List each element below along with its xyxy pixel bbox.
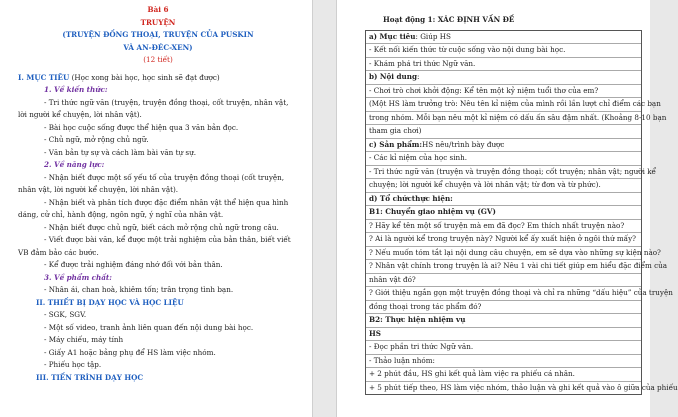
competence-item: - Nhận biết được một số yếu tố của truyện đồng thoại (cốt truyện, xyxy=(44,172,285,182)
lesson-title: TRUYỆN xyxy=(140,17,176,27)
subheading-knowledge: 1. Về kiến thức: xyxy=(44,85,108,94)
activity-heading: Hoạt động 1: XÁC ĐỊNH VẤN ĐỀ xyxy=(383,15,515,24)
product-row xyxy=(366,139,641,153)
equipment-item: - Máy chiếu, máy tính xyxy=(44,335,124,344)
product-label: c) Sản phẩm: xyxy=(369,139,423,149)
task-item: - Thảo luận nhóm: xyxy=(366,355,641,369)
content-row xyxy=(366,71,641,85)
lesson-subtitle-2: VÀ AN-ĐÉC-XEN) xyxy=(123,42,193,52)
lesson-subtitle-1: (TRUYỆN ĐỒNG THOẠI, TRUYỆN CỦA PUSKIN xyxy=(62,30,254,39)
organization-label: d) Tổ chức xyxy=(369,193,412,203)
content-label: b) Nội dung xyxy=(369,72,418,81)
objective-label: a) Mục tiêu xyxy=(369,31,416,41)
question-item-cont: nhân vật đó? xyxy=(366,274,641,288)
subheading-competence: 2. Về năng lực: xyxy=(44,160,105,169)
objective-item: - Khám phá tri thức Ngữ văn. xyxy=(366,58,641,72)
content-item: tham gia chơi) xyxy=(366,125,641,139)
content-item: - Chơi trò chơi khởi động: Kể tên một kỷ niệm tuổi thơ của em? xyxy=(366,85,641,99)
knowledge-item: - Bài học cuộc sống được thể hiện qua 3 văn bản đọc. xyxy=(44,122,239,132)
competence-item-cont: nhân vật, lời người kể chuyện, lời nhân vật). xyxy=(18,185,179,194)
page-right xyxy=(336,0,678,417)
section-objectives-title: I. MỤC TIÊU xyxy=(18,72,70,82)
question-item-cont: đồng thoại trong tác phẩm đó? xyxy=(366,301,641,315)
question-item: ? Giới thiệu ngắn gọn một truyện đồng thoại và chỉ ra những “dấu hiệu” của truyện xyxy=(366,287,641,301)
product-item: - Tri thức ngữ văn (truyện và truyện đồng thoại; cốt truyện; nhân vật; người kể xyxy=(366,166,641,180)
student-label: HS xyxy=(366,328,641,342)
equipment-item: - Một số video, tranh ảnh liên quan đến nội dung bài học. xyxy=(44,322,254,332)
section-objectives xyxy=(18,72,298,85)
lesson-periods: (12 tiết) xyxy=(143,55,173,64)
equipment-item: - Giấy A1 hoặc bảng phụ để HS làm việc nhóm. xyxy=(44,347,216,357)
knowledge-item: - Chủ ngữ, mở rộng chủ ngữ. xyxy=(44,135,149,144)
section-objectives-note: (Học xong bài học, học sinh sẽ đạt được) xyxy=(69,72,220,82)
question-item: ? Nếu muốn tóm tắt lại nội dung câu chuyện, em sẽ dựa vào những sự kiện nào? xyxy=(366,247,641,261)
equipment-item: - SGK, SGV. xyxy=(44,310,87,319)
organization-row xyxy=(366,193,641,207)
objective-text: : Giúp HS xyxy=(415,31,451,41)
activity-table xyxy=(365,30,678,396)
competence-item: - Viết được bài văn, kể được một trải nghiệm của bản thân, biết viết xyxy=(44,235,291,244)
organization-text: thực hiện: xyxy=(411,193,453,203)
content-item: (Một HS làm trưởng trò: Nêu tên kỉ niệm của mình rồi lần lượt chỉ điểm các bạn xyxy=(366,98,641,112)
product-item: chuyện; lời người kể chuyện và lời nhân vật; từ đơn và từ phức). xyxy=(366,179,641,193)
knowledge-item-cont: lời người kể chuyện, lời nhân vật). xyxy=(18,110,142,119)
subheading-qualities: 3. Về phẩm chất: xyxy=(44,272,112,282)
competence-item-cont: dáng, cử chỉ, hành động, ngôn ngữ, ý nghĩ của nhân vật. xyxy=(18,210,224,219)
content-colon: : xyxy=(417,72,420,81)
competence-item: - Nhận biết và phân tích được đặc điểm nhân vật thể hiện qua hình xyxy=(44,197,289,207)
objective-row xyxy=(366,31,641,45)
knowledge-item: - Văn bản tự sự và cách làm bài văn tự sự. xyxy=(44,147,197,157)
competence-item: - Nhận biết được chủ ngữ, biết cách mở rộng chủ ngữ trong câu. xyxy=(44,222,279,232)
competence-item: - Kể được trải nghiệm đáng nhớ đối với bản thân. xyxy=(44,260,223,269)
competence-item-cont: VB đảm bảo các bước. xyxy=(18,247,99,257)
section-equipment-title: II. THIẾT BỊ DẠY HỌC VÀ HỌC LIỆU xyxy=(36,297,184,307)
task-item: - Đọc phần tri thức Ngữ văn. xyxy=(366,341,641,355)
step-1-heading: B1: Chuyển giao nhiệm vụ (GV) xyxy=(366,206,641,220)
lesson-number: Bài 6 xyxy=(147,5,169,14)
equipment-item: - Phiếu học tập. xyxy=(44,360,102,369)
question-item: ? Nhân vật chính trong truyện là ai? Nêu 1 vài chi tiết giúp em hiểu đặc điểm của xyxy=(366,260,641,274)
page-left xyxy=(0,0,313,417)
content-item: trong nhóm. Mỗi bạn nêu một kỉ niệm có dấu ấn sâu đậm nhất. (Khoảng 8-10 bạn xyxy=(366,112,641,126)
knowledge-item: - Tri thức ngữ văn (truyện, truyện đồng thoại, cốt truyện, nhân vật, xyxy=(44,97,289,107)
task-item: + 2 phút đầu, HS ghi kết quả làm việc ra phiếu cá nhân. xyxy=(366,368,641,382)
question-item: ? Hãy kể tên một số truyện mà em đã đọc? Em thích nhất truyện nào? xyxy=(366,220,641,234)
section-process-title: III. TIẾN TRÌNH DẠY HỌC xyxy=(36,372,144,382)
product-text: HS nêu/trình bày được xyxy=(422,139,505,149)
step-2-heading: B2: Thực hiện nhiệm vụ xyxy=(366,314,641,328)
quality-item: - Nhân ái, chan hoà, khiêm tốn; trân trọng tình bạn. xyxy=(44,285,234,294)
question-item: ? Ai là người kể trong truyện này? Người kể ấy xuất hiện ở ngôi thứ mấy? xyxy=(366,233,641,247)
product-item: - Các kỉ niệm của học sinh. xyxy=(366,152,641,166)
task-item: + 5 phút tiếp theo, HS làm việc nhóm, thảo luận và ghi kết quả vào ô giữa của phiếu xyxy=(369,382,678,392)
objective-item: - Kết nối kiến thức từ cuộc sống vào nội dung bài học. xyxy=(366,44,641,58)
